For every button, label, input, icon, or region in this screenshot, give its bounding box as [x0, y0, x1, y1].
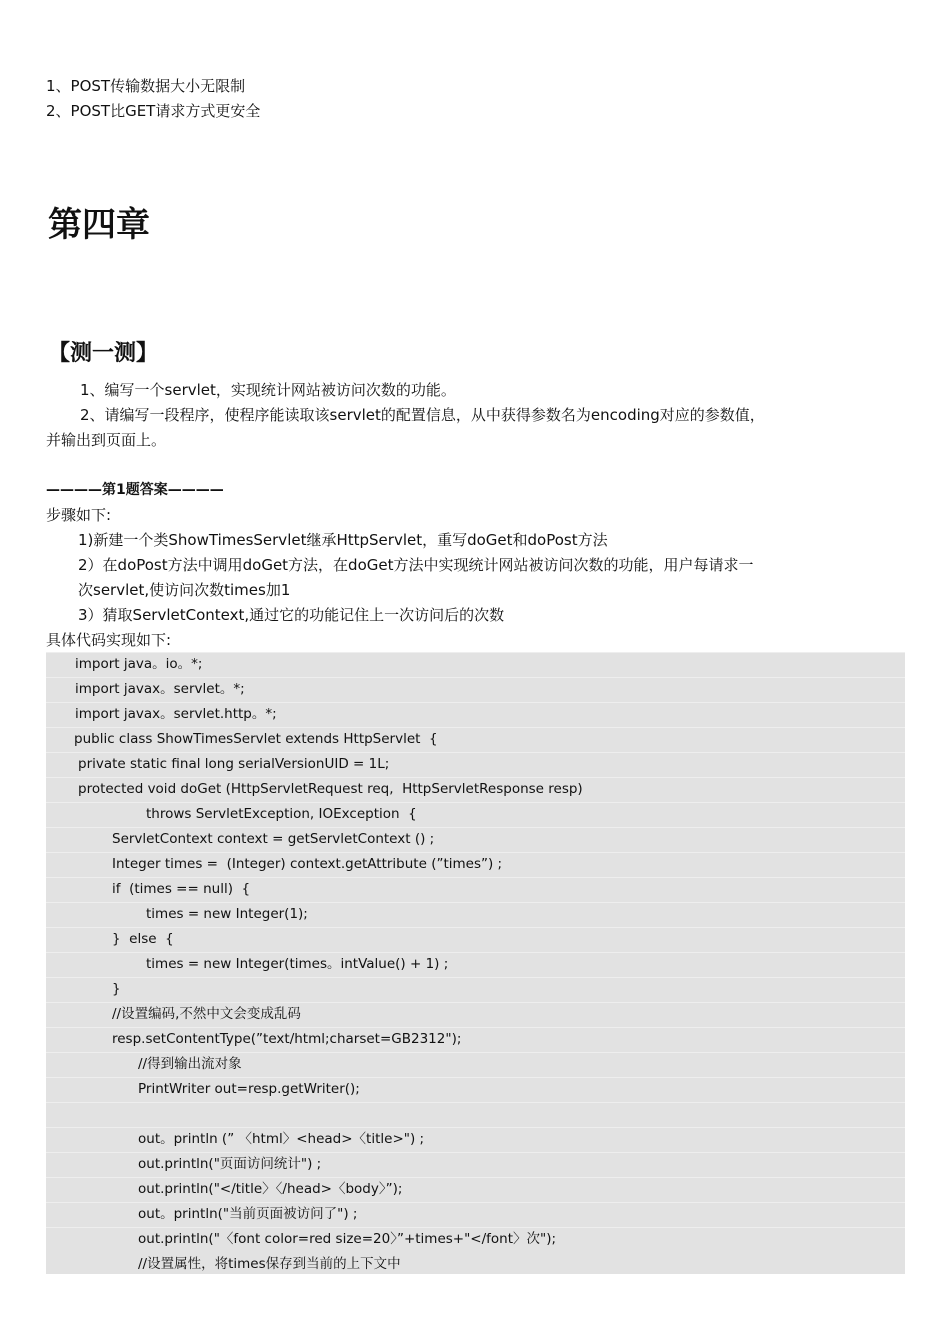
code-line: } [46, 977, 905, 978]
code-line: protected void doGet (HttpServletRequest req, HttpServletResponse resp) [46, 777, 905, 778]
code-line: if (times == null) { [46, 877, 905, 878]
code-line: public class ShowTimesServlet extends HttpServlet { [46, 727, 905, 728]
code-line: throws ServletException, IOException { [46, 802, 905, 803]
answer-divider: ————第1题答案———— [46, 482, 224, 498]
question-2-continued: 并输出到页面上。 [46, 431, 167, 449]
code-line: resp.setContentType(”text/html;charset=GB2312"); [46, 1027, 905, 1028]
code-line: ServletContext context = getServletContext () ; [46, 827, 905, 828]
code-line: PrintWriter out=resp.getWriter(); [46, 1077, 905, 1078]
step-2-continued: 次servlet,使访问次数times加1 [78, 581, 291, 599]
code-line: //设置编码,不然中文会变成乱码 [46, 1002, 905, 1003]
code-intro: 具体代码实现如下: [46, 631, 172, 649]
code-line: private static final long serialVersionUID = 1L; [46, 752, 905, 753]
question-2: 2、请编写一段程序，使程序能读取该servlet的配置信息，从中获得参数名为encoding对应的参数值， [80, 406, 765, 424]
code-line: //得到输出流对象 [46, 1052, 905, 1053]
code-line [46, 1102, 905, 1103]
code-line: out.println("</title〉〈/head>〈body〉”); [46, 1177, 905, 1178]
intro-line-1: 1、POST传输数据大小无限制 [46, 77, 246, 95]
code-block: import java。io。*; import javax。servlet。*; import javax。servlet.http。*; public class ShowTimesServlet extends HttpServlet { private static final long serialVersionUID = 1L; protected void doGet (HttpServletRequest req, HttpServletResponse resp) throws ServletException, IOException { ServletContext context = getServletContext () ; Integer times = (Integer) context.getAttribute (”times”) ; if (times == null) { times = new Integer(1); } else { times = new Integer(times。intValue() + 1) ; } //设置编码,不然中文会变成乱码 resp.setContentType(”text/html;charset=GB2312"); //得到输出流对象 PrintWriter out=resp.getWriter(); out。println (” 〈html〉<head>〈title>") ; out.println("页面访问统计") ; out.println("</title〉〈/head>〈body〉”); out。println("当前页面被访问了") ; out.println("〈font color=red size=20〉”+times+"</font〉次"); //设置属性，将times保存到当前的上下文中 [46, 652, 905, 1274]
code-line: out.println("页面访问统计") ; [46, 1152, 905, 1153]
code-line: import javax。servlet.http。*; [46, 702, 905, 703]
code-line: out。println("当前页面被访问了") ; [46, 1202, 905, 1203]
code-line: out。println (” 〈html〉<head>〈title>") ; [46, 1127, 905, 1128]
code-line: Integer times = (Integer) context.getAttribute (”times”) ; [46, 852, 905, 853]
question-1: 1、编写一个servlet，实现统计网站被访问次数的功能。 [80, 381, 456, 399]
steps-heading: 步骤如下: [46, 506, 112, 524]
chapter-title: 第四章 [48, 205, 150, 245]
code-line: import javax。servlet。*; [46, 677, 905, 678]
code-line: times = new Integer(1); [46, 902, 905, 903]
section-title: 【测一测】 [48, 341, 159, 366]
code-line: times = new Integer(times。intValue() + 1) ; [46, 952, 905, 953]
intro-line-2: 2、POST比GET请求方式更安全 [46, 102, 261, 120]
code-line: out.println("〈font color=red size=20〉”+times+"</font〉次"); [46, 1227, 905, 1228]
code-line: } else { [46, 927, 905, 928]
step-2: 2）在doPost方法中调用doGet方法，在doGet方法中实现统计网站被访问次数的功能，用户每请求一 [78, 556, 754, 574]
code-line: import java。io。*; [46, 652, 905, 653]
step-1: 1)新建一个类ShowTimesServlet继承HttpServlet，重写doGet和doPost方法 [78, 531, 608, 549]
step-3: 3）猜取ServletContext,通过它的功能记住上一次访问后的次数 [78, 606, 505, 624]
